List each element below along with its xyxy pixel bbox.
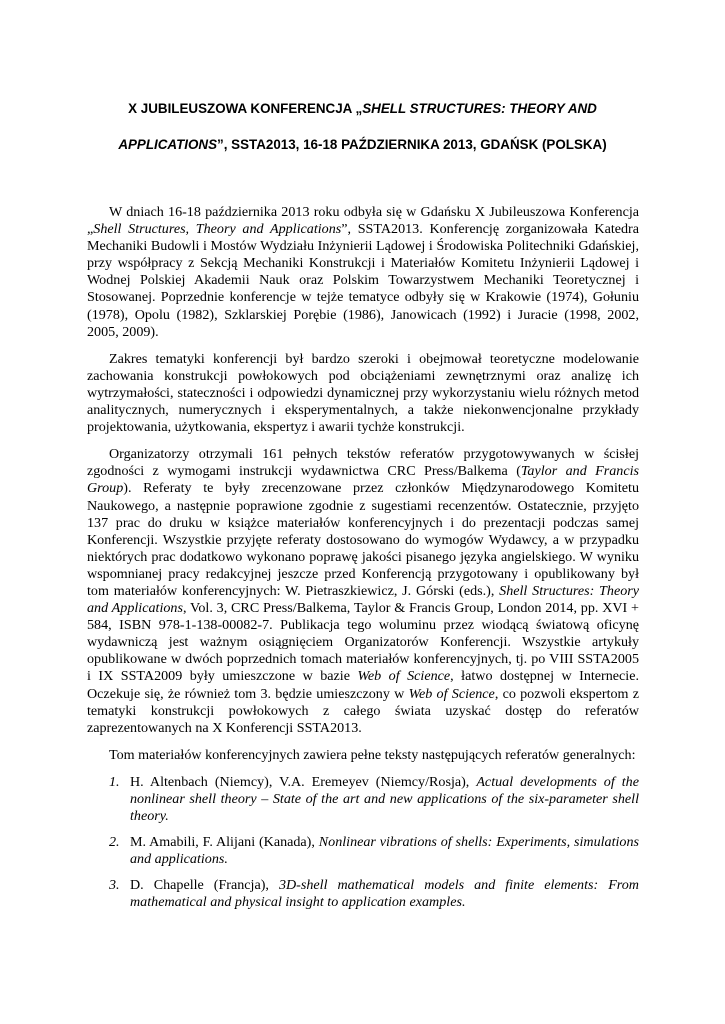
database-name: Web of Science xyxy=(408,685,495,702)
list-number: 2. xyxy=(109,834,120,851)
title-text: X JUBILEUSZOWA KONFERENCJA „ xyxy=(128,101,363,116)
conference-name: Shell Structures, Theory and Applications xyxy=(93,221,342,238)
text-run: ). Referaty te były zrecenzowane przez członków Międzynarodowego Komitetu Naukowego, a następnie poprawione zgodnie z sugestiami recenzentów. Ostatecznie, przyjęto 137 prac do druku w książce materiałów konferencyjnych i do prezentacji podczas samej Konferencji. Wszystkie przyjęte referaty dostosowano do wymogów Wydawcy, a w przypadku niektórych prac dodatkowo wykonano poprawę jakości pisanego języka angielskiego. W wyniku wspomnianej pracy redakcyjnej jeszcze przed Konferencją przygotowany i opublikowany był tom materiałów konferencyjnych: W. Pietraszkiewicz, J. Górski (eds.), xyxy=(87,480,639,599)
paragraph-general-lectures xyxy=(87,747,639,764)
text-run: , co pozwoli ekspertom z tematyki konstrukcji powłokowych z całego świata uzyskać dostęp do referatów zaprezentowanych na X Konferencji SSTA2013. xyxy=(87,685,640,736)
document-title-line-2 xyxy=(60,137,665,153)
title-text-italic: SHELL STRUCTURES: THEORY AND xyxy=(362,101,597,116)
document-body xyxy=(87,204,639,921)
publisher-name: Taylor and Francis Group xyxy=(87,463,639,497)
title-text: ”, SSTA2013, 16-18 PAŹDZIERNIKA 2013, GDAŃSK (POLSKA) xyxy=(217,137,607,152)
text-run: ”, SSTA2013. Konferencję zorganizowała Katedra Mechaniki Budowli i Mostów Wydziału Inżynierii Lądowej i Środowiska Politechniki Gdańskiej, przy współpracy z Sekcją Mechaniki Konstrukcji i Materiałów Komitetu Inżynierii Lądowej i Wodnej Polskiej Akademii Nauk oraz Polskim Towarzystwem Mechaniki Teoretycznej i Stosowanej. Poprzednie konferencje w tejże tematyce odbyły się w Krakowie (1974), Gołuniu (1978), Opolu (1982), Szklarskiej Porębie (1986), Janowicach (1992) i Juracie (1998, 2002, 2005, 2009). xyxy=(87,221,639,340)
text-run: , Vol. 3, CRC Press/Balkema, Taylor & Francis Group, London 2014, pp. XVI + 584, ISBN 978-1-138-00082-7. Publikacja tego woluminu przez wiodącą światową oficynę wydawniczą jest ważnym osiągnięciem Organizatorów Konferencji. Wszystkie artykuły opublikowane w dwóch poprzednich tomach materiałów konferencyjnych, tj. po VIII SSTA2005 i IX SSTA2009 były umieszczone w bazie xyxy=(87,600,640,685)
document-title-line-1 xyxy=(60,101,665,117)
text-run: Tom materiałów konferencyjnych zawiera pełne teksty następujących referatów generalnych: xyxy=(109,746,636,763)
paragraph-scope xyxy=(87,351,639,436)
reference-authors: H. Altenbach (Niemcy), V.A. Eremeyev (Niemcy/Rosja), xyxy=(130,773,477,790)
text-run: , łatwo dostępnej w Internecie. Oczekuje się, że również tom 3. będzie umieszczony w xyxy=(87,668,639,702)
list-number: 3. xyxy=(109,877,120,894)
reference-title: Nonlinear vibrations of shells: Experiments, simulations and applications. xyxy=(130,834,640,868)
book-title: Shell Structures: Theory and Applications xyxy=(87,582,639,617)
list-item xyxy=(87,774,639,825)
reference-authors: M. Amabili, F. Alijani (Kanada), xyxy=(130,834,319,851)
list-number: 1. xyxy=(109,773,120,790)
text-run: Zakres tematyki konferencji był bardzo szeroki i obejmował teoretyczne modelowanie zachowania konstrukcji powłokowych pod obciążeniami zewnętrznymi oraz analizę ich wytrzymałości, stateczności i odpowiedzi dynamicznej przy wykorzystaniu wielu różnych metod analitycznych, numerycznych i eksperymentalnych, a także niekonwencjonalne przykłady projektowania, użytkowania, ekspertyz i awarii tychże konstrukcji. xyxy=(87,350,639,436)
list-item xyxy=(87,834,639,868)
paragraph-intro xyxy=(87,204,639,341)
list-item xyxy=(87,877,639,911)
reference-title: Actual developments of the nonlinear shell theory – State of the art and new applications of the six-parameter shell theory. xyxy=(130,773,639,825)
paragraph-papers xyxy=(87,446,639,737)
text-run: Organizatorzy otrzymali 161 pełnych tekstów referatów przygotowywanych w ścisłej zgodności z wymogami instrukcji wydawnictwa CRC Press/Balkema ( xyxy=(87,446,639,480)
database-name: Web of Science xyxy=(357,668,451,685)
reference-authors: D. Chapelle (Francja), xyxy=(130,877,279,894)
general-lectures-list xyxy=(87,774,639,912)
title-text-italic: APPLICATIONS xyxy=(118,137,218,152)
text-run: W dniach 16-18 października 2013 roku odbyła się w Gdańsku X Jubileuszowa Konferencja „ xyxy=(87,204,639,238)
reference-title: 3D-shell mathematical models and finite elements: From mathematical and physical insight to application examples. xyxy=(130,877,639,911)
